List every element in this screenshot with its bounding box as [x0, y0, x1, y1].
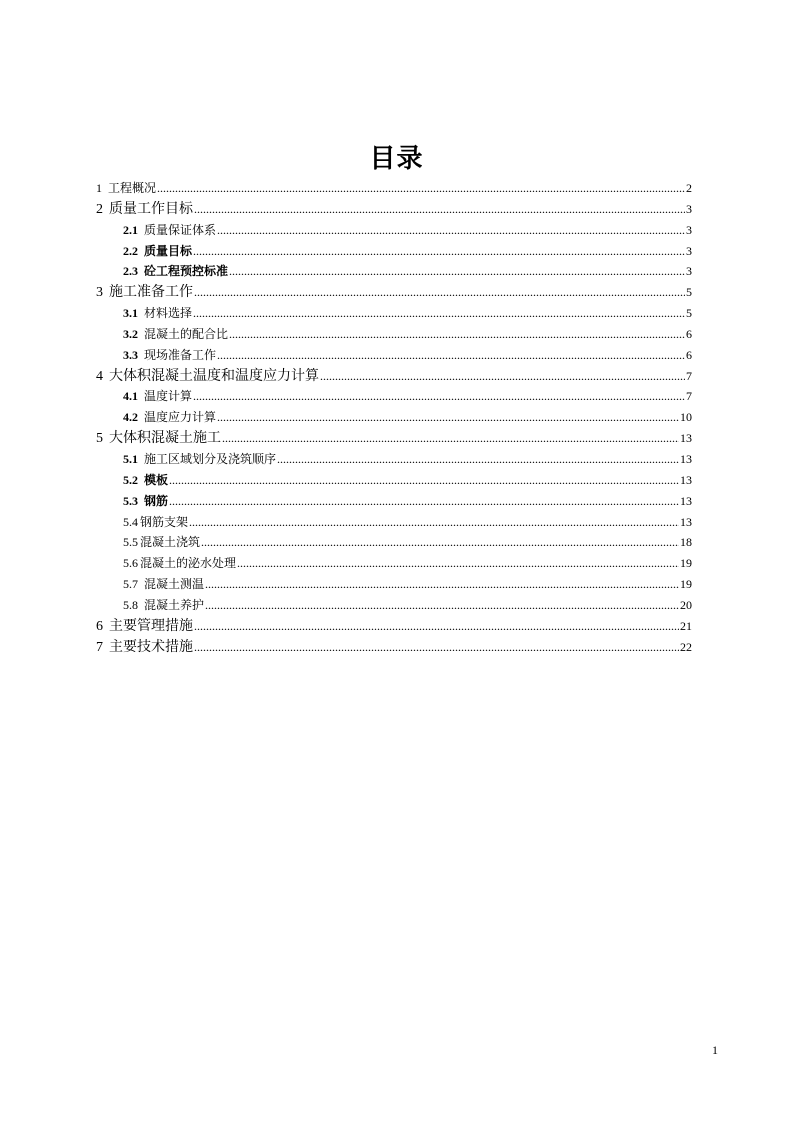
toc-entry[interactable]	[96, 428, 692, 449]
toc-subentry[interactable]	[96, 470, 692, 491]
toc-entry-label: 大体积混凝土施工	[109, 431, 221, 447]
dot-leader	[205, 595, 679, 616]
toc-entry-label: 质量工作目标	[109, 201, 193, 217]
toc-subentry[interactable]	[96, 553, 692, 574]
dot-leader	[222, 428, 679, 449]
toc-entry-label: 混凝土的泌水处理	[140, 556, 237, 571]
dot-leader	[229, 324, 685, 345]
toc-subentry[interactable]	[96, 512, 692, 533]
toc-entry-number: 2.3	[123, 264, 138, 279]
toc-entry-page: 21	[680, 618, 692, 633]
dot-leader	[194, 199, 685, 220]
toc-subentry[interactable]	[96, 303, 692, 324]
toc-entry-page: 20	[680, 597, 692, 612]
toc-entry-page: 2	[686, 181, 692, 195]
toc-entry-page: 7	[686, 389, 692, 404]
toc-entry-label: 混凝土测温	[144, 577, 205, 592]
toc-entry-page: 5	[686, 306, 692, 321]
dot-leader	[194, 616, 679, 637]
dot-leader	[194, 637, 679, 658]
toc-entry-page: 13	[680, 493, 692, 508]
toc-entry-label: 主要技术措施	[109, 639, 193, 655]
toc-entry-page: 13	[680, 472, 692, 487]
toc-entry-page: 19	[680, 577, 692, 592]
toc-entry-label: 混凝土养护	[144, 597, 205, 612]
toc-entry-label: 工程概况	[108, 181, 157, 195]
toc-entry-number: 5.8	[123, 597, 138, 612]
toc-subentry[interactable]	[96, 491, 692, 512]
toc-entry-number: 2.1	[123, 222, 138, 237]
toc-entry-page: 3	[686, 243, 692, 258]
toc-subentry[interactable]	[96, 345, 692, 366]
toc-entry-number: 6	[96, 618, 103, 634]
dot-leader	[205, 574, 679, 595]
toc-entry-number: 5.5	[123, 535, 138, 550]
dot-leader	[217, 345, 685, 366]
toc-entry-page: 6	[686, 347, 692, 362]
toc-entry-label: 现场准备工作	[144, 347, 217, 362]
dot-leader	[189, 512, 679, 533]
toc-entry-number: 5	[96, 431, 103, 447]
toc-entry-label: 施工区域划分及浇筑顺序	[144, 451, 277, 466]
toc-entry-label: 材料选择	[144, 306, 193, 321]
toc-entry-page: 3	[686, 222, 692, 237]
dot-leader	[193, 303, 685, 324]
dot-leader	[201, 532, 679, 553]
toc-entry-number: 7	[96, 639, 103, 655]
dot-leader	[237, 553, 679, 574]
toc-entry-number: 3	[96, 285, 103, 301]
toc-entry-page: 13	[680, 431, 692, 446]
toc-entry-number: 5.1	[123, 451, 138, 466]
toc-entry-page: 10	[680, 410, 692, 425]
dot-leader	[169, 470, 679, 491]
toc-entry[interactable]	[96, 178, 692, 199]
toc-subentry[interactable]	[96, 220, 692, 241]
toc-subentry[interactable]	[96, 261, 692, 282]
toc-entry-page: 22	[680, 639, 692, 654]
toc-subentry[interactable]	[96, 241, 692, 262]
toc-entry-number: 1	[96, 181, 102, 195]
toc-entry-number: 5.4	[123, 514, 138, 529]
toc-entry-number: 4.1	[123, 389, 138, 404]
toc-entry-label: 质量目标	[144, 243, 193, 258]
toc-entry[interactable]	[96, 637, 692, 658]
toc-entry[interactable]	[96, 282, 692, 303]
toc-entry-page: 18	[680, 535, 692, 550]
toc-entry-number: 5.3	[123, 493, 138, 508]
toc-entry-number: 5.6	[123, 556, 138, 571]
toc-entry-page: 6	[686, 326, 692, 341]
dot-leader	[277, 449, 679, 470]
toc-entry[interactable]	[96, 366, 692, 387]
page-title: 目录	[369, 144, 424, 174]
toc-entry-label: 施工准备工作	[109, 285, 193, 301]
toc-entry-label: 钢筋支架	[140, 514, 189, 529]
toc-entry-number: 4.2	[123, 410, 138, 425]
toc-entry[interactable]	[96, 199, 692, 220]
toc-subentry[interactable]	[96, 574, 692, 595]
toc-entry-page: 13	[680, 451, 692, 466]
toc-entry-label: 质量保证体系	[144, 222, 217, 237]
toc-subentry[interactable]	[96, 532, 692, 553]
toc-entry-label: 混凝土的配合比	[144, 326, 229, 341]
toc-entry-label: 钢筋	[144, 493, 169, 508]
toc-entry-label: 主要管理措施	[109, 618, 193, 634]
toc-entry-number: 2	[96, 201, 103, 217]
dot-leader	[194, 282, 685, 303]
toc-subentry[interactable]	[96, 595, 692, 616]
toc-entry-label: 温度应力计算	[144, 410, 217, 425]
page-number: 1	[712, 1043, 718, 1057]
toc-entry-page: 5	[686, 285, 692, 300]
toc-entry-number: 5.2	[123, 472, 138, 487]
toc-entry-page: 19	[680, 556, 692, 571]
dot-leader	[229, 261, 685, 282]
toc-entry-number: 2.2	[123, 243, 138, 258]
dot-leader	[217, 407, 679, 428]
toc-entry-label: 砼工程预控标准	[144, 264, 229, 279]
toc-entry-page: 7	[686, 368, 692, 383]
toc-subentry[interactable]	[96, 324, 692, 345]
toc-entry-number: 4	[96, 368, 103, 384]
toc-subentry[interactable]	[96, 386, 692, 407]
dot-leader	[320, 366, 685, 387]
toc-entry-label: 大体积混凝土温度和温度应力计算	[109, 368, 319, 384]
toc-entry-number: 3.3	[123, 347, 138, 362]
dot-leader	[193, 386, 685, 407]
dot-leader	[217, 220, 685, 241]
dot-leader	[193, 241, 685, 262]
toc-entry[interactable]	[96, 616, 692, 637]
toc-entry-number: 3.2	[123, 326, 138, 341]
toc-entry-label: 模板	[144, 472, 169, 487]
toc-subentry[interactable]	[96, 407, 692, 428]
toc-subentry[interactable]	[96, 449, 692, 470]
toc-entry-number: 3.1	[123, 306, 138, 321]
toc-entry-page: 3	[686, 201, 692, 216]
dot-leader	[169, 491, 679, 512]
toc-entry-number: 5.7	[123, 577, 138, 592]
table-of-contents	[96, 178, 692, 657]
toc-entry-label: 温度计算	[144, 389, 193, 404]
toc-entry-page: 3	[686, 264, 692, 279]
dot-leader	[157, 178, 685, 199]
toc-entry-label: 混凝土浇筑	[140, 535, 201, 550]
toc-entry-page: 13	[680, 514, 692, 529]
